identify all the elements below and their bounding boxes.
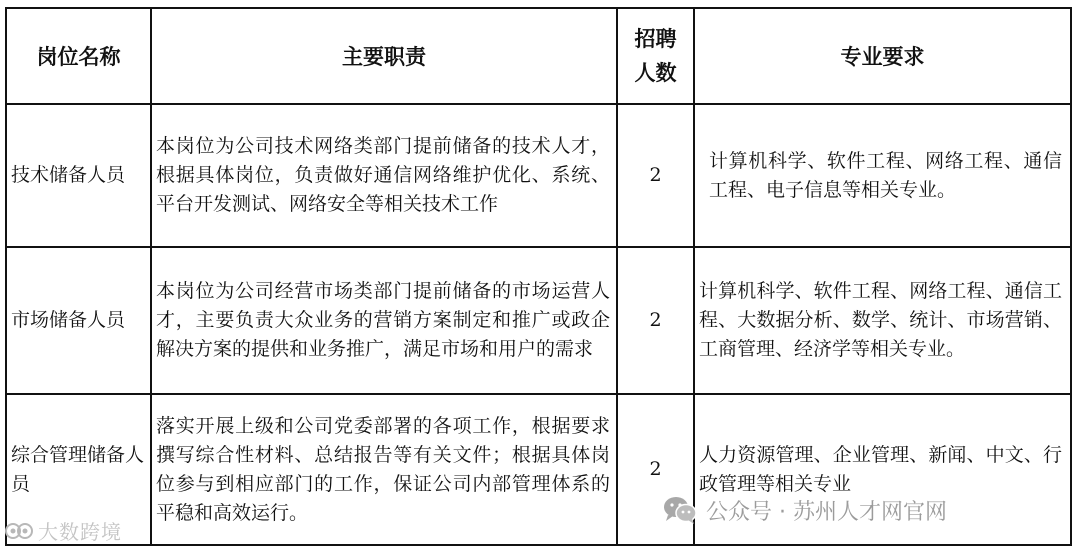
header-position-name: 岗位名称 — [6, 8, 151, 104]
cell-main-duty: 本岗位为公司技术网络类部门提前储备的技术人才，根据具体岗位，负责做好通信网络维护优化、系统、平台开发测试、网络安全等相关技术工作 — [151, 104, 617, 247]
cell-position-name: 综合管理储备人员 — [6, 394, 151, 545]
header-hire-count-line2: 人数 — [634, 61, 677, 85]
cell-hire-count: 2 — [617, 104, 694, 247]
header-hire-count-line1: 招聘 — [634, 27, 677, 51]
cell-major-requirement: 计算机科学、软件工程、网络工程、通信工程、电子信息等相关专业。 — [694, 104, 1071, 247]
table-header-row — [6, 8, 1071, 104]
watermark-right-text: 公众号 · 苏州人才网官网 — [706, 499, 947, 525]
wechat-icon — [662, 495, 698, 525]
job-table — [5, 7, 1072, 546]
table-row — [6, 247, 1071, 394]
header-main-duty: 主要职责 — [151, 8, 617, 104]
cell-hire-count: 2 — [617, 394, 694, 545]
header-major-requirement: 专业要求 — [694, 8, 1071, 104]
watermark-left-text: 大数跨境 — [38, 520, 122, 544]
header-hire-count — [617, 8, 694, 104]
cell-position-name: 技术储备人员 — [6, 104, 151, 247]
cell-major-requirement: 人力资源管理、企业管理、新闻、中文、行政管理等相关专业 — [694, 394, 1071, 545]
cell-major-requirement: 计算机科学、软件工程、网络工程、通信工程、大数据分析、数学、统计、市场营销、工商管理、经济学等相关专业。 — [694, 247, 1071, 394]
cell-position-name: 市场储备人员 — [6, 247, 151, 394]
watermark-logo-icon — [4, 522, 34, 540]
table-row — [6, 104, 1071, 247]
cell-main-duty: 本岗位为公司经营市场类部门提前储备的市场运营人才，主要负责大众业务的营销方案制定和推广或政企解决方案的提供和业务推广，满足市场和用户的需求 — [151, 247, 617, 394]
cell-main-duty: 落实开展上级和公司党委部署的各项工作，根据要求撰写综合性材料、总结报告等有关文件；根据具体岗位参与到相应部门的工作，保证公司内部管理体系的平稳和高效运行。 — [151, 394, 617, 545]
watermark-right — [662, 494, 947, 526]
watermark-left — [4, 516, 122, 545]
cell-hire-count: 2 — [617, 247, 694, 394]
